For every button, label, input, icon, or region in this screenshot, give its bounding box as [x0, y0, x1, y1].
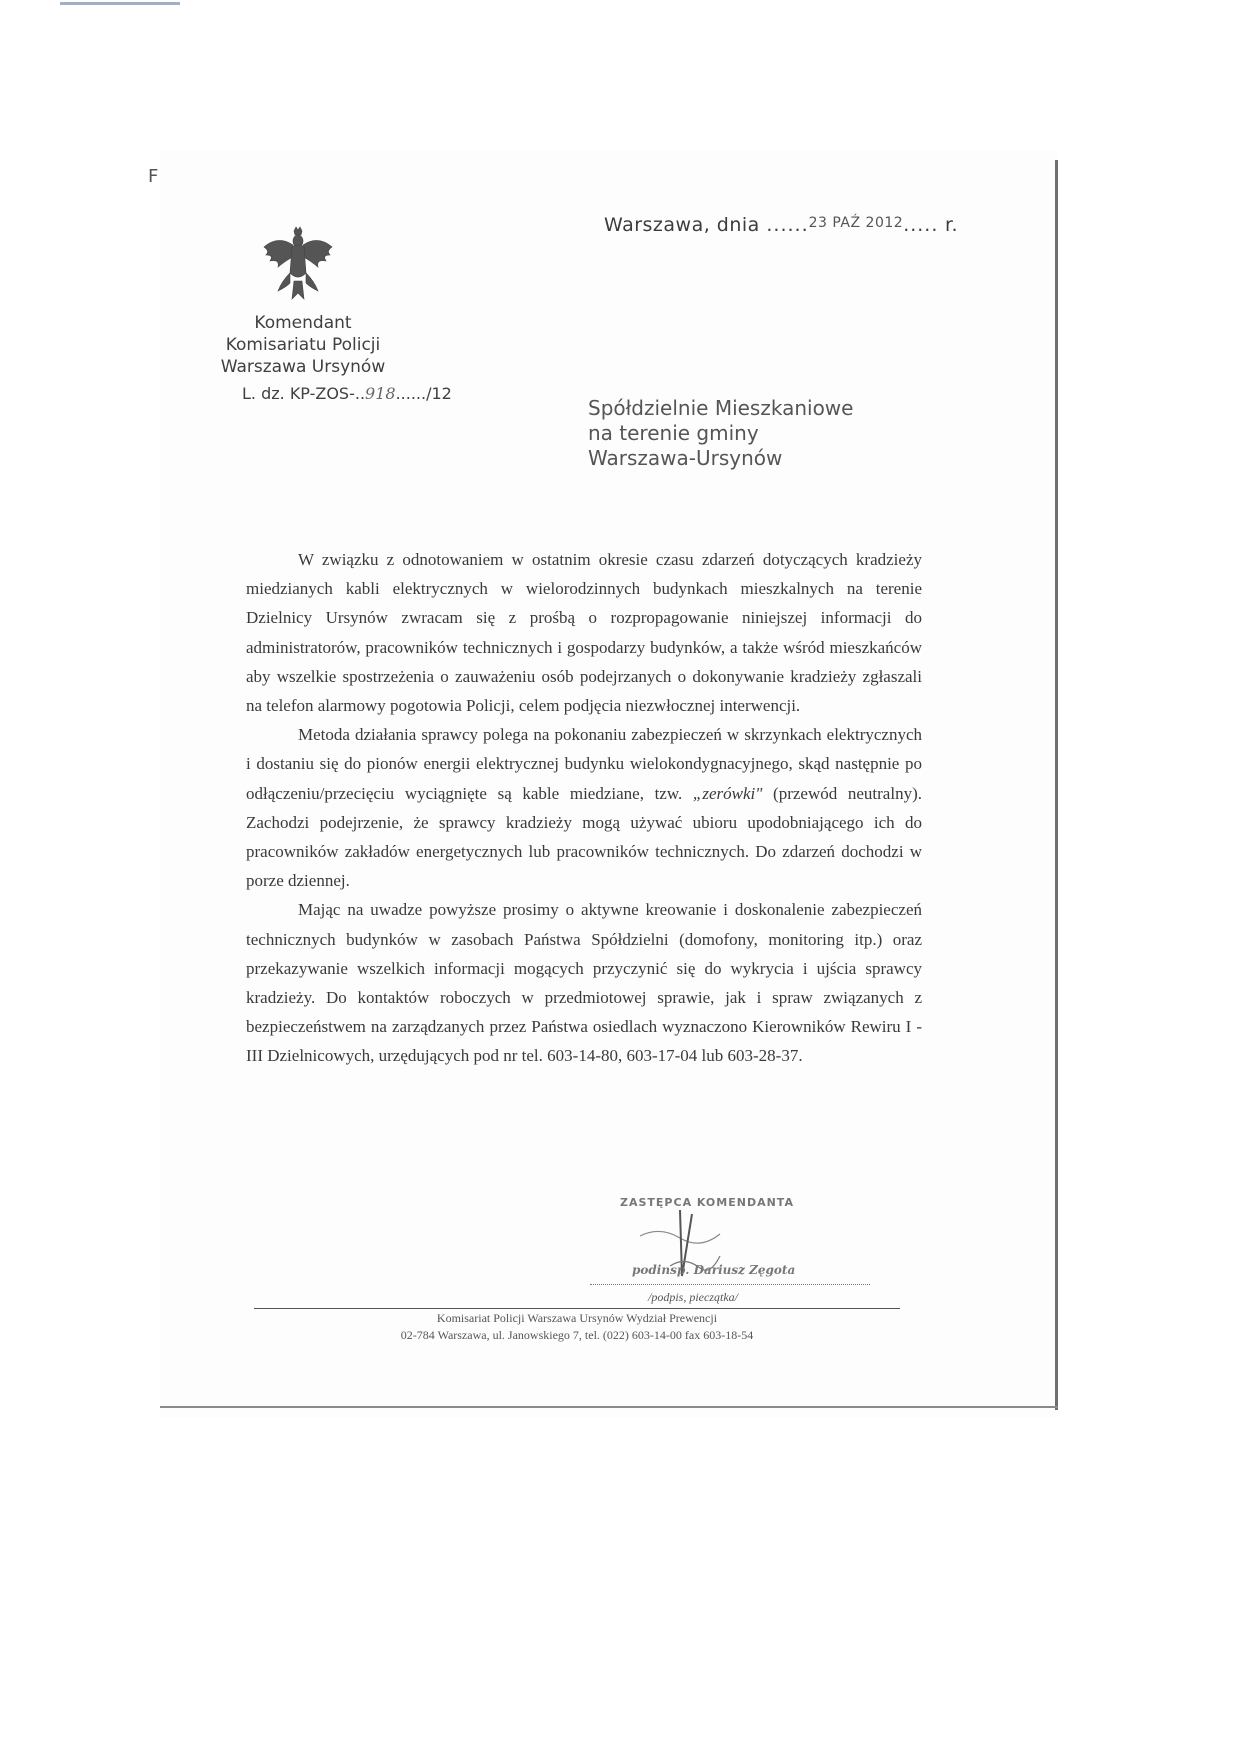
date-stamp: 23 PAŹ 2012	[808, 215, 904, 231]
italic-term: „zerówki"	[692, 783, 763, 803]
footer	[254, 1310, 900, 1344]
recipient-block	[588, 396, 853, 471]
sender-line-1: Komendant	[254, 313, 352, 333]
recipient-line-1: Spółdzielnie Mieszkaniowe	[588, 396, 854, 420]
recipient-line-3: Warszawa-Ursynów	[588, 446, 783, 470]
scan-edge-bottom	[160, 1406, 1058, 1408]
footer-line-1: Komisariat Policji Warszawa Ursynów Wydział Prewencji	[436, 1311, 718, 1325]
date-line: Warszawa, dnia ......$^{23 PAŹ 2012}$..... r.	[604, 214, 959, 236]
paragraph-2: Metoda działania sprawcy polega na pokonaniu zabezpieczeń w skrzynkach elektrycznych i dostaniu się do pionów energii elektrycznej budynku wielokondygnacyjnego, skąd następnie po odłączeniu/przecięciu wyciągnięte są kable miedziane, tzw. „zerówki" (przewód neutralny). Zachodzi podejrzenie, że sprawcy kradzieży mogą używać ubioru upodobniającego ich do pracowników zakładów energetycznych lub pracowników technicznych. Do zdarzeń dochodzi w porze dziennej.	[246, 725, 922, 891]
sender-line-3: Warszawa Ursynów	[220, 357, 386, 377]
date-prefix: Warszawa, dnia	[604, 214, 760, 236]
signature-dotted-line	[590, 1284, 870, 1285]
sender-line-2: Komisariatu Policji	[225, 335, 381, 355]
sender-block	[208, 312, 398, 378]
recipient-line-2: na terenie gminy	[588, 421, 759, 445]
footer-rule	[254, 1308, 900, 1309]
stamp-name: podinsp. Dariusz Zęgota	[632, 1263, 796, 1277]
paragraph-1: W związku z odnotowaniem w ostatnim okresie czasu zdarzeń dotyczących kradzieży miedzianych kabli elektrycznych w wielorodzinnych budynkach mieszkalnych na terenie Dzielnicy Ursynów zwracam się z prośbą o rozpropagowanie niniejszej informacji do administratorów, pracowników technicznych i gospodarzy budynków, a także wśród mieszkańców aby wszelkie spostrzeżenia o zauważeniu osób podejrzanych o dokonywanie kradzieży zgłaszali na telefon alarmowy pogotowia Policji, celem podjęcia niezwłocznej interwencji.	[246, 550, 922, 716]
polish-eagle-emblem-icon	[258, 225, 338, 305]
corner-mark: F	[148, 166, 159, 187]
letter-body	[246, 545, 922, 1071]
scan-edge-right	[1055, 160, 1058, 1410]
paragraph-3: Mając na uwadze powyższe prosimy o aktywne kreowanie i doskonalenie zabezpieczeń technicznych budynków w zasobach Państwa Spółdzielni (domofony, monitoring itp.) oraz przekazywanie wszelkich informacji mogących przyczynić się do wykrycia i ujścia sprawcy kradzieży. Do kontaktów roboczych w przedmiotowej sprawie, jak i spraw związanych z bezpieczeństwem na zarządzanych przez Państwa osiedlach wyznaczono Kierowników Rewiru I - III Dzielnicowych, urzędujących pod nr tel. 603-14-80, 603-17-04 lub 603-28-37.	[246, 900, 922, 1066]
reference-number: L. dz. KP-ZOS-..918....../12	[242, 384, 452, 403]
stamp-title: ZASTĘPCA KOMENDANTA	[620, 1196, 794, 1209]
footer-line-2: 02-784 Warszawa, ul. Janowskiego 7, tel. (022) 603-14-00 fax 603-18-54	[400, 1328, 754, 1342]
scan-artifact	[60, 2, 180, 5]
handwritten-ref: 918	[365, 384, 396, 403]
date-suffix: r.	[944, 214, 959, 236]
signature-caption: /podpis, pieczątka/	[648, 1290, 738, 1304]
